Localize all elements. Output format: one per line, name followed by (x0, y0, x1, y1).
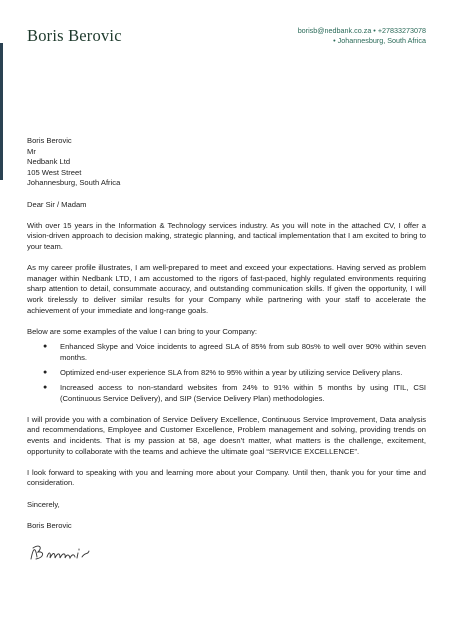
closing: Sincerely, (27, 499, 60, 509)
address-line: Johannesburg, South Africa (27, 178, 121, 188)
address-line: Mr (27, 146, 36, 156)
salutation: Dear Sir / Madam (27, 199, 87, 209)
paragraph-closing: I look forward to speaking with you and learning more about your Company. Until then, thank you for your time and consideration. (27, 467, 426, 488)
list-item (27, 368, 426, 379)
list-item (27, 342, 426, 363)
contact-location: • Johannesburg, South Africa (333, 36, 426, 45)
signer-name: Boris Berovic (27, 520, 72, 530)
address-line: Nedbank Ltd (27, 157, 71, 167)
recipient-address (27, 136, 426, 189)
paragraph-examples-lead: Below are some examples of the value I can bring to your Company: (27, 326, 258, 336)
accent-bar (0, 43, 3, 180)
letter-body (27, 136, 426, 571)
bullet-text: Increased access to non-standard websites from 24% to 91% within 5 months by using ITIL, CSI (Continuous Service Delivery), and SIP (Service Delivery Plan) methodologies. (60, 383, 426, 403)
address-line: 105 West Street (27, 167, 82, 177)
bullet-text: Enhanced Skype and Voice incidents to agreed SLA of 85% from sub 80s% to well over 90% within seven months. (60, 342, 426, 362)
paragraph-intro: With over 15 years in the Information & Technology services industry. As you will note in the attached CV, I offer a vision-driven approach to decision making, strategic planning, and tactical implementation that I am excited to bring to your team. (27, 220, 426, 251)
paragraph-profile: As my career profile illustrates, I am well-prepared to meet and exceed your expectations. Having served as problem manager within Nedbank LTD, I am accustomed to the rigors of fast-paced, highly regulated environments requiring sharp attention to detail, consummate accuracy, and outstanding communication skills. If given the opportunity, I will work tirelessly to deliver similar results for your Company while partnering with your staff to accelerate the achievement of your immediate and long-range goals. (27, 263, 426, 315)
bullet-icon: ● (43, 384, 48, 392)
bullet-icon: ● (43, 368, 48, 376)
paragraph-offer: I will provide you with a combination of Service Delivery Excellence, Continuous Service Improvement, Data analysis and recommendations, Employee and Customer Excellence, Problem management and solving, providing trends on events and incidents. That is my passion at 58, age doesn’t matter, what matters is the challenge, excitement, opportunity to collaborate with the teams and achieve the ultimate goal “SERVICE EXCELLENCE”. (27, 414, 426, 456)
signature-image (27, 539, 107, 567)
contact-email-phone: borisb@nedbank.co.za • +27833273078 (297, 26, 426, 35)
header-name: Boris Berovic (27, 26, 122, 45)
address-line: Boris Berovic (27, 136, 72, 145)
achievements-list (27, 342, 426, 404)
header-contact (298, 26, 426, 46)
list-item (27, 383, 426, 404)
bullet-text: Optimized end-user experience SLA from 82% to 95% within a year by utilizing service Delivery plans. (60, 367, 403, 377)
bullet-icon: ● (43, 343, 48, 351)
